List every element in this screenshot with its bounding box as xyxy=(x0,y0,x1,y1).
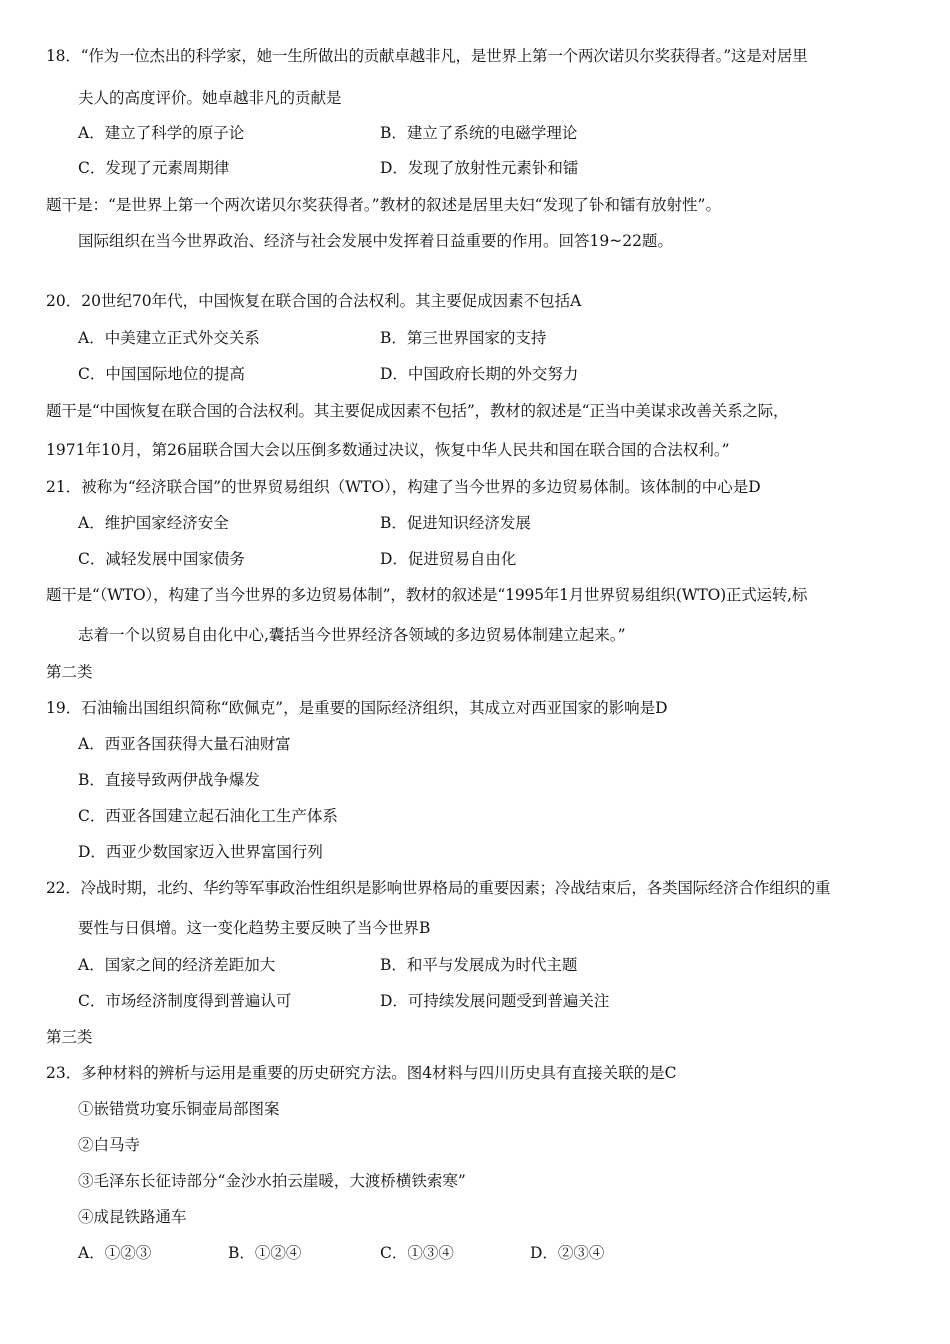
q23-item-4: ④成昆铁路通车 xyxy=(78,1208,187,1226)
q22-option-c: C．市场经济制度得到普遍认可 xyxy=(78,992,292,1010)
category-2-heading: 第二类 xyxy=(46,663,93,681)
q23-option-c: C．①③④ xyxy=(380,1244,454,1262)
q21-option-d: D．促进贸易自由化 xyxy=(380,550,517,568)
q18-stem-line2: 夫人的高度评价。她卓越非凡的贡献是 xyxy=(78,89,342,107)
q21-stem: 21．被称为“经济联合国”的世界贸易组织（WTO），构建了当今世界的多边贸易体制。该体制的中心是D xyxy=(46,478,761,496)
q20-option-c: C．中国国际地位的提高 xyxy=(78,365,245,383)
q22-option-d: D．可持续发展问题受到普遍关注 xyxy=(380,992,610,1010)
q23-stem: 23．多种材料的辨析与运用是重要的历史研究方法。图4材料与四川历史具有直接关联的是C xyxy=(46,1064,677,1082)
q18-option-a: A．建立了科学的原子论 xyxy=(78,124,245,142)
q21-note-line2: 志着一个以贸易自由化中心,囊括当今世界经济各领域的多边贸易体制建立起来。” xyxy=(78,626,626,644)
q22-option-b: B．和平与发展成为时代主题 xyxy=(380,956,578,974)
q20-option-d: D．中国政府长期的外交努力 xyxy=(380,365,579,383)
section-intro: 国际组织在当今世界政治、经济与社会发展中发挥着日益重要的作用。回答19~22题。 xyxy=(78,232,673,250)
q23-option-d: D．②③④ xyxy=(530,1244,605,1262)
q20-option-b: B．第三世界国家的支持 xyxy=(380,329,547,347)
q23-item-1: ①嵌错赏功宴乐铜壶局部图案 xyxy=(78,1100,280,1118)
q20-option-a: A．中美建立正式外交关系 xyxy=(78,329,260,347)
q23-option-b: B．①②④ xyxy=(228,1244,302,1262)
q21-option-c: C．减轻发展中国家债务 xyxy=(78,550,245,568)
q19-option-b: B．直接导致两伊战争爆发 xyxy=(78,771,260,789)
q21-option-a: A．维护国家经济安全 xyxy=(78,514,229,532)
q23-item-3: ③毛泽东长征诗部分“金沙水拍云崖暖，大渡桥横铁索寒” xyxy=(78,1172,466,1190)
q20-note-line1: 题干是“中国恢复在联合国的合法权利。其主要促成因素不包括”，教材的叙述是“正当中美谋求改善关系之际， xyxy=(46,402,789,420)
q21-note-line1: 题干是“（WTO），构建了当今世界的多边贸易体制”，教材的叙述是“1995年1月世界贸易组织(WTO)正式运转,标 xyxy=(46,586,808,604)
q19-stem: 19．石油输出国组织简称“欧佩克”，是重要的国际经济组织，其成立对西亚国家的影响是D xyxy=(46,699,668,717)
q19-option-d: D．西亚少数国家迈入世界富国行列 xyxy=(78,843,323,861)
q19-option-a: A．西亚各国获得大量石油财富 xyxy=(78,735,291,753)
q18-option-d: D．发现了放射性元素钋和镭 xyxy=(380,159,579,177)
q21-option-b: B．促进知识经济发展 xyxy=(380,514,531,532)
q20-note-line2: 1971年10月，第26届联合国大会以压倒多数通过决议，恢复中华人民共和国在联合国的合法权利。” xyxy=(46,441,730,459)
q23-item-2: ②白马寺 xyxy=(78,1136,141,1154)
q22-option-a: A．国家之间的经济差距加大 xyxy=(78,956,276,974)
q20-stem: 20．20世纪70年代，中国恢复在联合国的合法权利。其主要促成因素不包括A xyxy=(46,292,582,310)
q18-stem-line1: 18．“作为一位杰出的科学家，她一生所做出的贡献卓越非凡，是世界上第一个两次诺贝尔奖获得者。”这是对居里 xyxy=(46,47,808,65)
q22-stem-line2: 要性与日俱增。这一变化趋势主要反映了当今世界B xyxy=(78,919,431,937)
q23-option-a: A．①②③ xyxy=(78,1244,152,1262)
category-3-heading: 第三类 xyxy=(46,1028,93,1046)
q18-note: 题干是：“是世界上第一个两次诺贝尔奖获得者。”教材的叙述是居里夫妇“发现了钋和镭有放射性”。 xyxy=(46,196,721,214)
q22-stem-line1: 22．冷战时期，北约、华约等军事政治性组织是影响世界格局的重要因素；冷战结束后，各类国际经济合作组织的重 xyxy=(46,879,831,897)
q18-option-b: B．建立了系统的电磁学理论 xyxy=(380,124,578,142)
q19-option-c: C．西亚各国建立起石油化工生产体系 xyxy=(78,807,338,825)
q18-option-c: C．发现了元素周期律 xyxy=(78,159,230,177)
